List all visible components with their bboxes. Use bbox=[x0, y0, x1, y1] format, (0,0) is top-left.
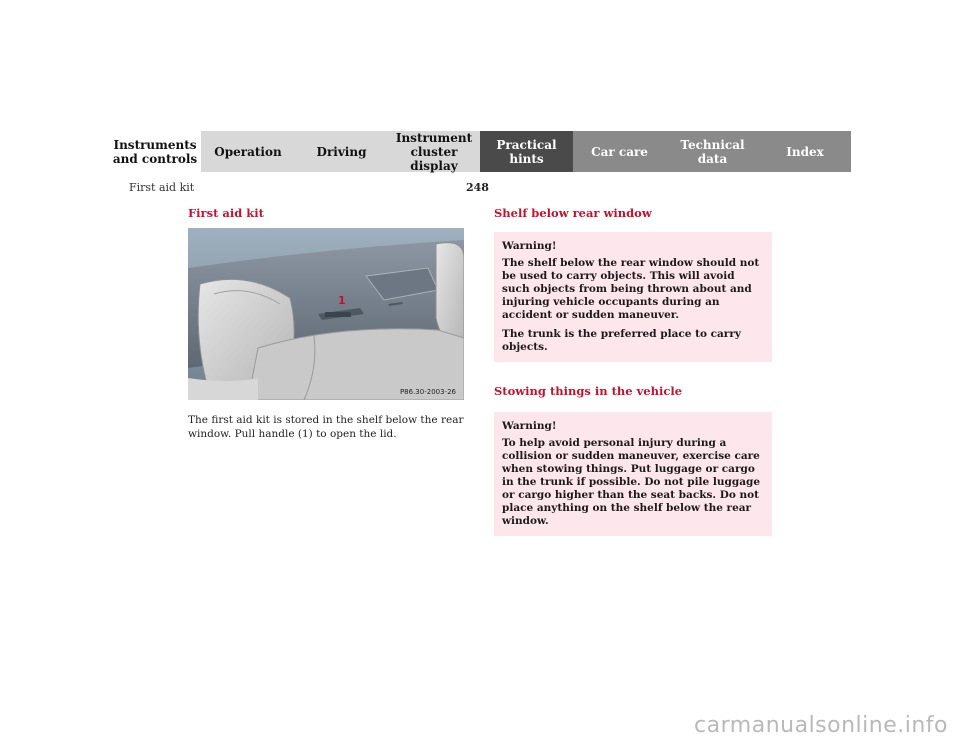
running-head: First aid kit bbox=[129, 181, 195, 194]
watermark: carmanualsonline.info bbox=[694, 713, 948, 738]
tab-car-care[interactable]: Car care bbox=[573, 131, 666, 172]
warning-text: The trunk is the preferred place to carry objects. bbox=[502, 328, 741, 353]
tab-instrument-cluster-display[interactable]: Instrument cluster display bbox=[388, 131, 480, 172]
section-tabs bbox=[109, 131, 851, 172]
page-number: 248 bbox=[466, 181, 489, 194]
tab-driving[interactable]: Driving bbox=[295, 131, 388, 172]
tab-operation[interactable]: Operation bbox=[201, 131, 295, 172]
warning-title: Warning! bbox=[502, 420, 557, 432]
tab-technical-data[interactable]: Technical data bbox=[666, 131, 759, 172]
tab-practical-hints[interactable]: Practical hints bbox=[480, 131, 573, 172]
warning-title: Warning! bbox=[502, 240, 557, 252]
section-heading-stowing: Stowing things in the vehicle bbox=[494, 384, 683, 398]
tab-index[interactable]: Index bbox=[759, 131, 851, 172]
left-column bbox=[188, 206, 464, 441]
first-aid-kit-body: The first aid kit is stored in the shelf below the rear window. Pull handle (1) to open the lid. bbox=[188, 414, 464, 440]
section-heading-first-aid-kit: First aid kit bbox=[188, 206, 264, 220]
section-heading-shelf: Shelf below rear window bbox=[494, 206, 652, 220]
rear-shelf-illustration bbox=[188, 228, 464, 400]
tab-instruments-and-controls[interactable]: Instruments and controls bbox=[109, 131, 201, 172]
warning-text: The shelf below the rear window should not be used to carry objects. This will avoid such objects from being thrown about and injuring vehicle occupants during an accident or sudden maneuver. bbox=[502, 257, 760, 321]
first-aid-kit-figure bbox=[188, 228, 464, 400]
figure-caption: P86.30-2003-26 bbox=[399, 388, 456, 396]
warning-text: To help avoid personal injury during a collision or sudden maneuver, exercise care when stowing things. Put luggage or cargo in the trunk if possible. Do not pile luggage or cargo higher than the seat backs. Do not place anything on the shelf below the rear window. bbox=[502, 437, 761, 527]
warning-box-stowing bbox=[494, 412, 772, 536]
right-column bbox=[494, 206, 772, 536]
warning-box-shelf bbox=[494, 232, 772, 362]
callout-1-label: 1 bbox=[338, 294, 346, 307]
